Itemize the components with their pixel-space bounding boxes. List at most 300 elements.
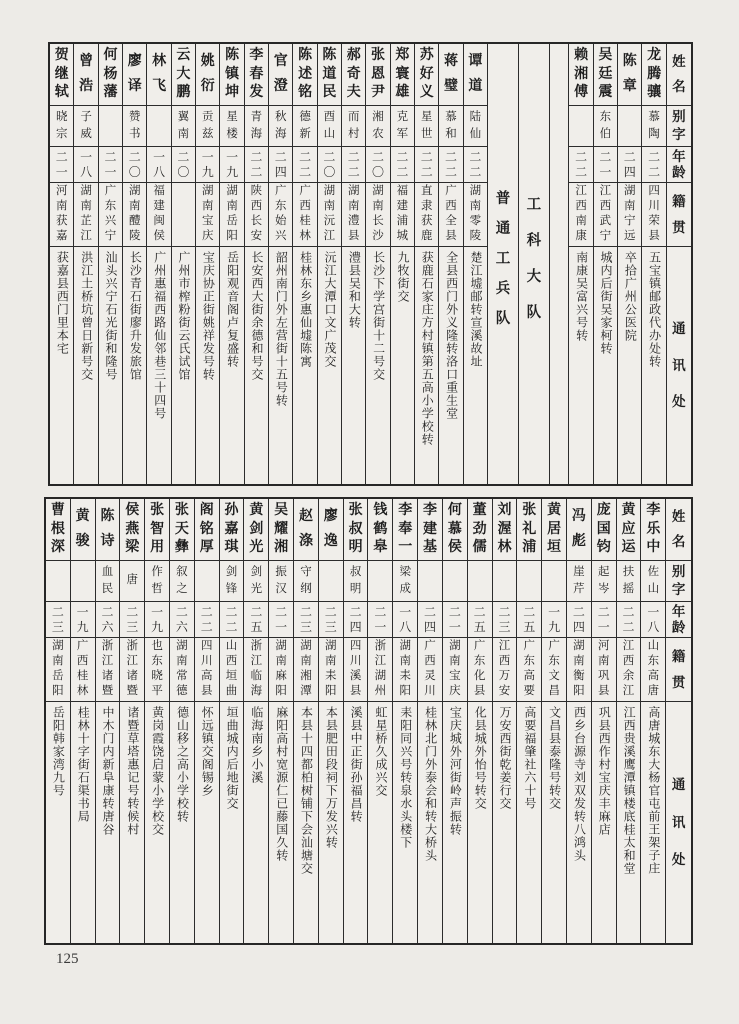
person-column [467, 499, 492, 943]
courtesy-cell: 作 哲 [145, 561, 169, 602]
age-cell: 二 二 [464, 147, 487, 183]
person-column [417, 499, 442, 943]
courtesy-cell: 克 军 [391, 106, 414, 147]
age-cell: 二 〇 [172, 147, 195, 183]
address-cell: 中木门内新阜康转唐谷 [101, 706, 116, 836]
address-cell: 沅江大潭口文广茂交 [322, 251, 337, 368]
origin-cell: 湖 南 长 沙 [366, 183, 389, 247]
age-cell: 二 三 [46, 602, 70, 638]
courtesy-cell [71, 561, 95, 602]
address-cell: 西乡台源寺刘双发转八鸿头 [572, 706, 587, 862]
age-cell: 二 二 [642, 147, 665, 183]
origin-cell: 广 西 全 县 [439, 183, 462, 247]
person-column [268, 499, 293, 943]
address-cell: 岳阳观音阁卢复盛转 [225, 251, 240, 368]
age-cell: 二 一 [443, 602, 467, 638]
address-cell: 德山移之高小学校转 [175, 706, 190, 823]
name-cell: 陈 镇 坤 [220, 44, 243, 106]
address-cell: 虹星桥久成兴交 [373, 706, 388, 797]
courtesy-cell: 东 伯 [594, 106, 617, 147]
origin-cell: 湖 南 耒 阳 [319, 638, 343, 702]
person-column [392, 499, 417, 943]
courtesy-cell [443, 561, 467, 602]
courtesy-cell: 唐 [120, 561, 144, 602]
person-column [219, 44, 243, 484]
name-cell: 冯 彪 [567, 499, 591, 561]
origin-cell: 浙 江 湖 州 [368, 638, 392, 702]
address-cell: 怀远镇交阁锡乡 [200, 706, 215, 797]
person-column [318, 499, 343, 943]
origin-cell: 广 西 桂 林 [71, 638, 95, 702]
courtesy-cell: 秋 海 [269, 106, 292, 147]
courtesy-cell [468, 561, 492, 602]
name-cell: 蒋 璧 [439, 44, 462, 106]
origin-cell: 湖 南 麻 阳 [269, 638, 293, 702]
name-cell: 张 恩 尹 [366, 44, 389, 106]
origin-cell: 广 东 始 兴 [269, 183, 292, 247]
courtesy-cell [368, 561, 392, 602]
age-cell: 二 三 [493, 602, 517, 638]
person-column [194, 499, 219, 943]
person-column [438, 44, 462, 484]
name-cell: 苏 好 义 [415, 44, 438, 106]
origin-cell: 陕 西 长 安 [245, 183, 268, 247]
origin-cell: 四 川 荣 县 [642, 183, 665, 247]
name-cell: 陈 章 [618, 44, 641, 106]
origin-cell: 湖 南 湘 潭 [294, 638, 318, 702]
age-cell: 二 六 [170, 602, 194, 638]
origin-cell: 山 东 高 唐 [641, 638, 665, 702]
person-column [640, 499, 665, 943]
name-cell: 郝 奇 夫 [342, 44, 365, 106]
header-address-label: 通 讯 处 [672, 321, 686, 410]
name-cell: 龙 腾 骧 [642, 44, 665, 106]
person-column [146, 44, 170, 484]
courtesy-cell: 而 村 [342, 106, 365, 147]
name-cell: 吴 廷 震 [594, 44, 617, 106]
section-title-column [487, 44, 518, 484]
address-cell: 本县十四都柏树铺下会汕塘交 [299, 706, 314, 875]
person-column [414, 44, 438, 484]
header-courtesy-label: 别 字 [667, 106, 691, 147]
origin-cell: 江 西 南 康 [569, 183, 592, 247]
origin-cell: 湖 南 宁 远 [618, 183, 641, 247]
section-title-column [518, 44, 549, 484]
person-column [541, 499, 566, 943]
name-cell: 黄 剑 光 [244, 499, 268, 561]
person-column [591, 499, 616, 943]
address-cell: 卒拾广州公医院 [623, 251, 638, 342]
name-cell: 赵 涤 [294, 499, 318, 561]
name-cell: 侯 燕 梁 [120, 499, 144, 561]
header-age-label: 年 龄 [667, 147, 691, 183]
address-cell: 洪江土桥坑曾日新号交 [79, 251, 94, 381]
person-column [243, 499, 268, 943]
name-cell: 谭 道 [464, 44, 487, 106]
courtesy-cell: 叔 明 [344, 561, 368, 602]
roster-table-bottom [44, 497, 693, 945]
age-cell: 二 四 [567, 602, 591, 638]
name-cell: 黄 应 运 [617, 499, 641, 561]
person-column [70, 499, 95, 943]
age-cell: 一 八 [147, 147, 170, 183]
origin-cell: 广 西 灵 川 [418, 638, 442, 702]
name-cell: 廖 译 [123, 44, 146, 106]
name-cell: 孙 嘉 琪 [220, 499, 244, 561]
courtesy-cell: 贡 兹 [196, 106, 219, 147]
address-cell: 获嘉县西门里本宅 [55, 251, 70, 355]
address-cell: 桂林北门外泰会和转大桥头 [423, 706, 438, 862]
origin-cell: 江 西 余 江 [617, 638, 641, 702]
name-cell: 曾 浩 [74, 44, 97, 106]
courtesy-cell [319, 561, 343, 602]
person-column [367, 499, 392, 943]
person-column [568, 44, 592, 484]
person-column [50, 44, 73, 484]
header-name-label: 姓 名 [666, 499, 691, 561]
person-column [293, 499, 318, 943]
origin-cell: 湖 南 芷 江 [74, 183, 97, 247]
address-cell: 溪县中正街孙福昌转 [349, 706, 364, 823]
header-age-label: 年 龄 [666, 602, 691, 638]
age-cell: 一 九 [71, 602, 95, 638]
person-column [219, 499, 244, 943]
person-column [365, 44, 389, 484]
courtesy-cell [99, 106, 122, 147]
origin-cell: 山 西 垣 曲 [220, 638, 244, 702]
section-title: 工 科 大 队 [526, 196, 542, 321]
origin-cell: 湖 南 岳 阳 [220, 183, 243, 247]
address-cell: 长安西大街余德和号交 [250, 251, 264, 381]
courtesy-cell: 陆 仙 [464, 106, 487, 147]
address-cell: 汕头兴宁石光街和隆号 [104, 251, 119, 381]
age-cell: 二 一 [99, 147, 122, 183]
name-cell: 张 叔 明 [344, 499, 368, 561]
age-cell: 二 一 [269, 602, 293, 638]
person-column [317, 44, 341, 484]
name-cell: 何 杨 藩 [99, 44, 122, 106]
origin-cell: 浙 江 诸 暨 [120, 638, 144, 702]
courtesy-cell: 振 汉 [269, 561, 293, 602]
origin-cell: 广 西 桂 林 [293, 183, 316, 247]
name-cell: 张 礼 浦 [517, 499, 541, 561]
name-cell: 黄 居 垣 [542, 499, 566, 561]
courtesy-cell: 慕 和 [439, 106, 462, 147]
courtesy-cell: 湘 农 [366, 106, 389, 147]
courtesy-cell: 子 威 [74, 106, 97, 147]
address-cell: 临海南乡小溪 [249, 706, 264, 784]
name-cell: 陈 诗 [96, 499, 120, 561]
age-cell: 一 八 [393, 602, 417, 638]
name-cell: 贺 继 轼 [50, 44, 73, 106]
age-cell: 二 〇 [123, 147, 146, 183]
age-cell: 二 三 [120, 602, 144, 638]
courtesy-cell: 剑 光 [244, 561, 268, 602]
age-cell: 一 九 [145, 602, 169, 638]
courtesy-cell: 叙 之 [170, 561, 194, 602]
address-cell: 全县西门外义隆转洛口重生堂 [444, 251, 459, 420]
address-cell: 高唐城东大杨官屯前王架子庄 [646, 706, 661, 875]
address-cell: 宝庆城外河街岭声振转 [448, 706, 463, 836]
person-column [641, 44, 665, 484]
age-cell: 二 五 [468, 602, 492, 638]
name-cell: 曹 根 深 [46, 499, 70, 561]
courtesy-cell: 酉 山 [318, 106, 341, 147]
courtesy-cell [517, 561, 541, 602]
age-cell: 二 五 [244, 602, 268, 638]
courtesy-cell [147, 106, 170, 147]
name-cell: 张 智 用 [145, 499, 169, 561]
age-cell: 一 九 [220, 147, 243, 183]
person-column [244, 44, 268, 484]
age-cell: 二 四 [418, 602, 442, 638]
header-column [666, 44, 691, 484]
name-cell: 李 春 发 [245, 44, 268, 106]
person-column [292, 44, 316, 484]
origin-cell: 河 南 巩 县 [592, 638, 616, 702]
age-cell: 二 〇 [366, 147, 389, 183]
address-cell: 耒阳同兴号转泉水头楼下 [398, 706, 413, 849]
name-cell: 黄 骏 [71, 499, 95, 561]
origin-cell: 江 西 万 安 [493, 638, 517, 702]
person-column [119, 499, 144, 943]
name-cell: 李 建 基 [418, 499, 442, 561]
age-cell: 一 九 [196, 147, 219, 183]
origin-cell: 直 隶 获 鹿 [415, 183, 438, 247]
address-cell: 广州惠福西路仙邻巷三十四号 [152, 251, 167, 420]
name-cell: 何 慕 侯 [443, 499, 467, 561]
age-cell: 二 二 [245, 147, 268, 183]
address-cell: 高要福肇社六十号 [522, 706, 537, 810]
address-cell: 南康吴富兴号转 [574, 251, 589, 342]
origin-cell [172, 183, 195, 247]
address-cell: 万安西街乾姜行交 [498, 706, 513, 810]
age-cell: 二 五 [517, 602, 541, 638]
header-origin-label: 籍 贯 [667, 183, 691, 247]
address-cell: 宝庆协正街姚祥发号转 [201, 251, 216, 381]
origin-cell: 也 东 晓 平 [145, 638, 169, 702]
origin-cell: 江 西 武 宁 [594, 183, 617, 247]
address-cell: 获鹿石家庄方村镇第五高小学校转 [420, 251, 435, 446]
address-cell: 长沙青石街廖升发旅馆 [128, 251, 143, 381]
origin-cell: 湖 南 零 陵 [464, 183, 487, 247]
origin-cell: 湖 南 衡 阳 [567, 638, 591, 702]
address-cell: 巩县西作村宝庆丰麻店 [597, 706, 612, 836]
person-column [616, 499, 641, 943]
address-cell: 本县肥田段祠下万发兴转 [324, 706, 339, 849]
courtesy-cell [569, 106, 592, 147]
name-cell: 陈 道 民 [318, 44, 341, 106]
age-cell: 二 一 [50, 147, 73, 183]
address-cell: 韶州南门外左营街十五号转 [274, 251, 289, 407]
name-cell: 吴 耀 湘 [269, 499, 293, 561]
person-column [566, 499, 591, 943]
person-column [144, 499, 169, 943]
name-cell: 云 大 鹏 [172, 44, 195, 106]
age-cell: 一 八 [74, 147, 97, 183]
origin-cell: 广 东 兴 宁 [99, 183, 122, 247]
address-cell: 麻阳高村宽源仁已藤国久转 [274, 706, 289, 862]
name-cell: 张 天 彝 [170, 499, 194, 561]
address-cell: 文昌县泰隆号转交 [547, 706, 562, 810]
courtesy-cell: 星 楼 [220, 106, 243, 147]
age-cell: 二 二 [569, 147, 592, 183]
person-column [95, 499, 120, 943]
age-cell: 二 一 [368, 602, 392, 638]
address-cell: 九牧街交 [395, 251, 410, 303]
person-column [73, 44, 97, 484]
origin-cell: 浙 江 临 海 [244, 638, 268, 702]
name-cell: 李 乐 中 [641, 499, 665, 561]
name-cell: 董 劲 儒 [468, 499, 492, 561]
origin-cell: 湖 南 耒 阳 [393, 638, 417, 702]
age-cell: 二 二 [391, 147, 414, 183]
courtesy-cell [618, 106, 641, 147]
origin-cell: 河 南 获 嘉 [50, 183, 73, 247]
name-cell: 刘 渥 林 [493, 499, 517, 561]
courtesy-cell: 佐 山 [641, 561, 665, 602]
courtesy-cell: 守 纲 [294, 561, 318, 602]
person-column [343, 499, 368, 943]
name-cell: 庞 国 钧 [592, 499, 616, 561]
person-column [341, 44, 365, 484]
origin-cell: 福 建 浦 城 [391, 183, 414, 247]
name-cell: 陈 述 铭 [293, 44, 316, 106]
address-cell: 黄岗霞饶启蒙小学校交 [150, 706, 165, 836]
age-cell: 二 二 [439, 147, 462, 183]
courtesy-cell [542, 561, 566, 602]
address-cell: 澧县吴和大转 [347, 251, 362, 329]
age-cell: 二 三 [319, 602, 343, 638]
person-column [268, 44, 292, 484]
age-cell: 二 六 [96, 602, 120, 638]
name-cell: 林 飞 [147, 44, 170, 106]
person-column [617, 44, 641, 484]
address-cell: 岳阳韩家湾九号 [51, 706, 66, 797]
origin-cell: 四 川 溪 县 [344, 638, 368, 702]
courtesy-cell: 德 新 [293, 106, 316, 147]
name-cell: 廖 逸 [319, 499, 343, 561]
origin-cell: 湖 南 宝 庆 [443, 638, 467, 702]
courtesy-cell: 血 民 [96, 561, 120, 602]
courtesy-cell: 赞 书 [123, 106, 146, 147]
age-cell: 二 二 [220, 602, 244, 638]
person-column [169, 499, 194, 943]
name-cell: 钱 鹤 皋 [368, 499, 392, 561]
person-column [46, 499, 70, 943]
address-cell: 江西贵溪鹰潭镇楼底桂太和堂 [622, 706, 637, 875]
age-cell: 二 四 [269, 147, 292, 183]
header-courtesy-label: 别 字 [666, 561, 691, 602]
person-column [593, 44, 617, 484]
page-number: 125 [56, 951, 79, 967]
person-column [195, 44, 219, 484]
origin-cell: 湖 南 澧 县 [342, 183, 365, 247]
courtesy-cell: 梁 成 [393, 561, 417, 602]
courtesy-cell [493, 561, 517, 602]
section-title: 普 通 工 兵 队 [495, 190, 511, 327]
header-address-label: 通 讯 处 [671, 777, 686, 868]
age-cell: 二 二 [342, 147, 365, 183]
origin-cell: 浙 江 诸 暨 [96, 638, 120, 702]
courtesy-cell [418, 561, 442, 602]
address-cell: 桂林十字街石渠书局 [76, 706, 91, 823]
address-cell: 广州市榨粉街云氏试馆 [177, 251, 192, 381]
name-cell: 阁 铭 厚 [195, 499, 219, 561]
courtesy-cell: 星 世 [415, 106, 438, 147]
header-column [665, 499, 691, 943]
person-column [122, 44, 146, 484]
person-column [516, 499, 541, 943]
age-cell: 二 四 [344, 602, 368, 638]
age-cell: 二 一 [594, 147, 617, 183]
person-column [463, 44, 487, 484]
origin-cell: 四 川 高 县 [195, 638, 219, 702]
age-cell: 二 二 [293, 147, 316, 183]
header-origin-label: 籍 贯 [666, 638, 691, 702]
age-cell: 二 一 [592, 602, 616, 638]
name-cell: 官 澄 [269, 44, 292, 106]
origin-cell: 广 东 文 昌 [542, 638, 566, 702]
courtesy-cell: 青 海 [245, 106, 268, 147]
origin-cell: 湖 南 宝 庆 [196, 183, 219, 247]
courtesy-cell: 慕 陶 [642, 106, 665, 147]
age-cell: 二 四 [618, 147, 641, 183]
age-cell: 一 九 [542, 602, 566, 638]
origin-cell: 湖 南 沅 江 [318, 183, 341, 247]
courtesy-cell: 崖 芹 [567, 561, 591, 602]
courtesy-cell: 晓 宗 [50, 106, 73, 147]
courtesy-cell [195, 561, 219, 602]
courtesy-cell: 起 岑 [592, 561, 616, 602]
origin-cell: 广 东 化 县 [468, 638, 492, 702]
origin-cell: 湖 南 常 德 [170, 638, 194, 702]
person-column [492, 499, 517, 943]
courtesy-cell [46, 561, 70, 602]
age-cell: 二 二 [617, 602, 641, 638]
age-cell: 二 二 [415, 147, 438, 183]
courtesy-cell: 翼 南 [172, 106, 195, 147]
age-cell: 一 八 [641, 602, 665, 638]
person-column [442, 499, 467, 943]
address-cell: 化县城外怡号转交 [473, 706, 488, 810]
origin-cell: 湖 南 醴 陵 [123, 183, 146, 247]
header-name-label: 姓 名 [667, 44, 691, 106]
address-cell: 楚江墟邮转宣溪故址 [468, 251, 483, 368]
origin-cell: 广 东 高 要 [517, 638, 541, 702]
person-column [171, 44, 195, 484]
address-cell: 桂林东乡惠仙墟陈寓 [298, 251, 313, 368]
address-cell: 垣曲城内后地街交 [225, 706, 240, 810]
person-column [390, 44, 414, 484]
name-cell: 赖 湘 傅 [569, 44, 592, 106]
age-cell: 二 三 [294, 602, 318, 638]
courtesy-cell: 剑 锋 [220, 561, 244, 602]
courtesy-cell: 扶 摇 [617, 561, 641, 602]
name-cell: 姚 衍 [196, 44, 219, 106]
address-cell: 五宝镇邮政代办处转 [647, 251, 662, 368]
roster-table-top [48, 42, 693, 486]
origin-cell: 湖 南 岳 阳 [46, 638, 70, 702]
origin-cell: 福 建 闽 侯 [147, 183, 170, 247]
name-cell: 郑 寰 雄 [391, 44, 414, 106]
person-column [98, 44, 122, 484]
address-cell: 城内后街吴家柯转 [599, 251, 613, 355]
address-cell: 诸暨草塔惠记号转候村 [125, 706, 140, 836]
spacer-column [549, 44, 569, 484]
name-cell: 李 奉 一 [393, 499, 417, 561]
age-cell: 二 〇 [318, 147, 341, 183]
